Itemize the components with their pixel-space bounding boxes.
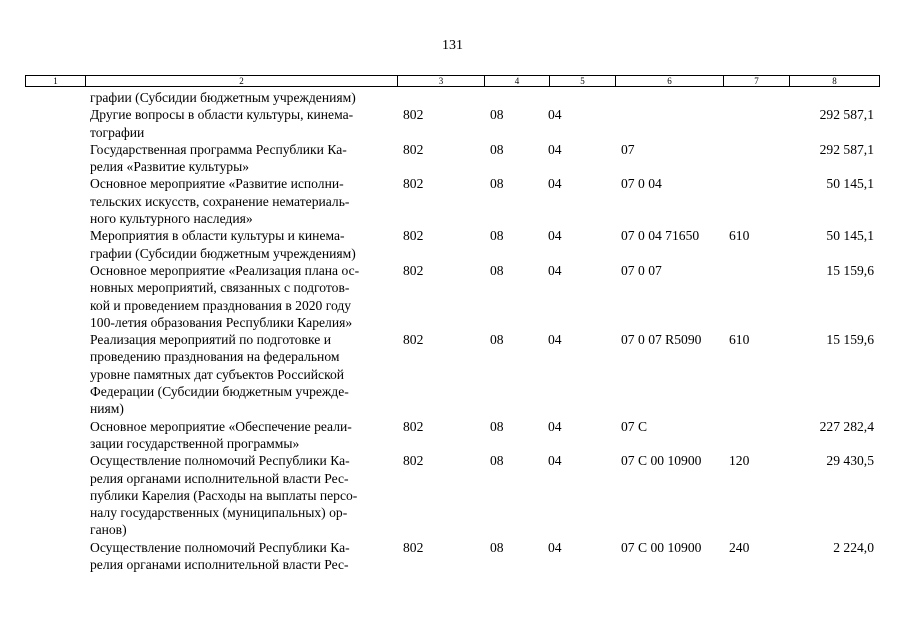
description-line: кой и проведением празднования в 2020 году [90,297,352,313]
row-amount: 227 282,4 [819,418,874,434]
row-admin-code: 802 [403,228,424,244]
row-subsection-code: 04 [548,453,562,469]
row-admin-code: 802 [403,453,424,469]
row-subsection-code: 04 [548,228,562,244]
header-col-7: 7 [724,76,790,86]
header-col-3: 3 [398,76,485,86]
table-row [0,418,905,453]
row-subsection-code: 04 [548,262,562,278]
page-number: 131 [442,38,463,53]
description-line: уровне памятных дат субъектов Российской [90,366,345,382]
description-line: Осуществление полномочий Республики Ка- [90,539,350,555]
row-subsection-code: 04 [548,141,562,157]
table-row [0,89,905,106]
description-line: зации государственной программы» [90,435,300,451]
row-amount: 50 145,1 [826,228,874,244]
table-body [0,89,905,573]
row-section-code: 08 [490,453,504,469]
row-description [90,89,390,106]
header-col-4: 4 [485,76,550,86]
description-line: налу государственных (муниципальных) ор- [90,505,348,521]
row-description [90,452,390,538]
row-amount: 292 587,1 [819,107,874,123]
description-line: Мероприятия в области культуры и кинема- [90,228,345,244]
table-row [0,539,905,574]
row-expense-type: 610 [729,332,750,348]
table-row [0,452,905,538]
row-section-code: 08 [490,228,504,244]
header-col-6: 6 [616,76,724,86]
description-line: публики Карелия (Расходы на выплаты персо- [90,487,358,503]
row-subsection-code: 04 [548,418,562,434]
row-target-article: 07 С [621,418,648,434]
row-subsection-code: 04 [548,332,562,348]
row-target-article: 07 0 07 R5090 [621,332,702,348]
table-row [0,227,905,262]
description-line: ного культурного наследия» [90,211,253,227]
row-admin-code: 802 [403,262,424,278]
description-line: тографии [90,124,145,140]
row-section-code: 08 [490,418,504,434]
row-admin-code: 802 [403,539,424,555]
header-col-8: 8 [832,76,837,86]
row-description [90,141,390,176]
row-amount: 15 159,6 [826,332,874,348]
row-description [90,539,390,574]
row-admin-code: 802 [403,141,424,157]
row-description [90,175,390,227]
row-amount: 50 145,1 [826,176,874,192]
row-subsection-code: 04 [548,107,562,123]
description-line: релия органами исполнительной власти Рес- [90,557,349,573]
table-row [0,106,905,141]
row-amount: 2 224,0 [833,539,874,555]
row-admin-code: 802 [403,332,424,348]
row-description [90,262,390,331]
description-line: Основное мероприятие «Обеспечение реали- [90,418,352,434]
description-line: релия органами исполнительной власти Рес- [90,470,349,486]
row-target-article: 07 0 04 71650 [621,228,700,244]
description-line: Другие вопросы в области культуры, кинема- [90,107,354,123]
row-section-code: 08 [490,539,504,555]
row-admin-code: 802 [403,418,424,434]
row-section-code: 08 [490,107,504,123]
header-col-2: 2 [86,76,398,86]
description-line: Государственная программа Республики Ка- [90,141,347,157]
row-target-article: 07 С 00 10900 [621,453,702,469]
row-section-code: 08 [490,176,504,192]
description-line: ганов) [90,522,127,538]
description-line: тельских искусств, сохранение нематериаль- [90,193,350,209]
row-description [90,418,390,453]
description-line: релия «Развитие культуры» [90,159,250,175]
row-target-article: 07 С 00 10900 [621,539,702,555]
row-amount: 292 587,1 [819,141,874,157]
row-subsection-code: 04 [548,176,562,192]
row-section-code: 08 [490,332,504,348]
row-target-article: 07 [621,141,635,157]
description-line: Федерации (Субсидии бюджетным учрежде- [90,384,349,400]
description-line: новных мероприятий, связанных с подготов- [90,280,350,296]
description-line: ниям) [90,401,124,417]
row-expense-type: 240 [729,539,750,555]
description-line: 100-летия образования Республики Карелия» [90,314,353,330]
description-line: Осуществление полномочий Республики Ка- [90,453,350,469]
description-line: Основное мероприятие «Развитие исполни- [90,176,344,192]
row-amount: 29 430,5 [826,453,874,469]
row-amount: 15 159,6 [826,262,874,278]
row-description [90,227,390,262]
row-expense-type: 610 [729,228,750,244]
row-section-code: 08 [490,141,504,157]
row-expense-type: 120 [729,453,750,469]
row-description [90,331,390,417]
row-target-article: 07 0 07 [621,262,662,278]
description-line: графии (Субсидии бюджетным учреждениям) [90,245,356,261]
row-subsection-code: 04 [548,539,562,555]
table-row [0,175,905,227]
description-line: Реализация мероприятий по подготовке и [90,332,331,348]
row-description [90,106,390,141]
table-header [25,75,880,87]
row-admin-code: 802 [403,107,424,123]
description-line: Основное мероприятие «Реализация плана ос- [90,262,360,278]
description-line: графии (Субсидии бюджетным учреждениям) [90,90,356,105]
table-row [0,331,905,417]
table-row [0,141,905,176]
row-section-code: 08 [490,262,504,278]
header-col-5: 5 [550,76,616,86]
description-line: проведению празднования на федеральном [90,349,340,365]
row-target-article: 07 0 04 [621,176,662,192]
table-row [0,262,905,331]
row-admin-code: 802 [403,176,424,192]
header-col-1: 1 [26,76,86,86]
